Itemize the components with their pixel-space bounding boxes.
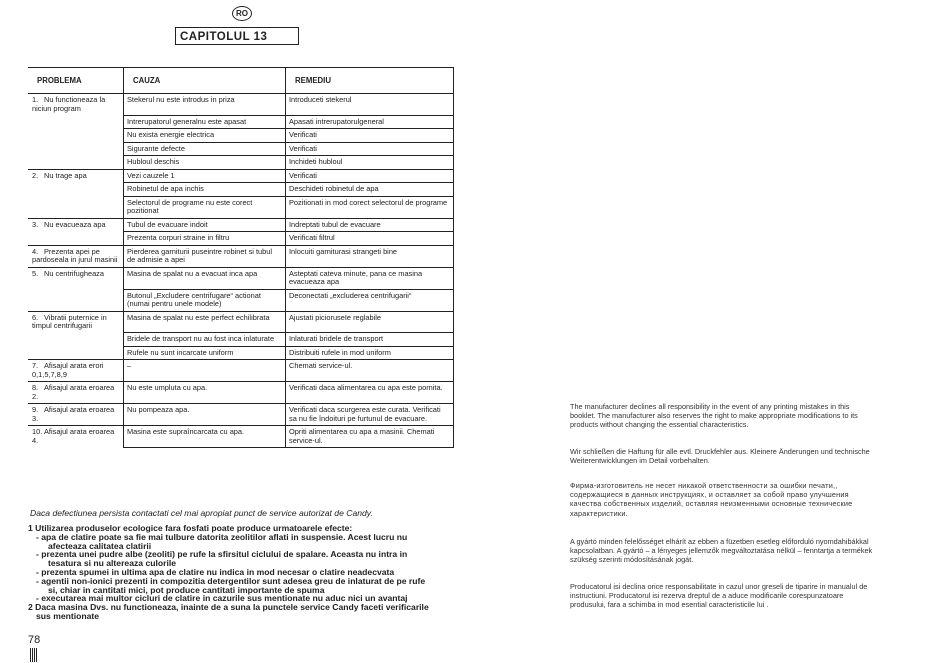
remedy-cell: Verificati daca scurgerea este curata. Verificati sa nu fie îndoituri pe furtunul de evacuare. — [286, 404, 454, 426]
table-row — [28, 196, 454, 218]
problem-cell — [28, 129, 124, 143]
remedy-cell: Asteptati cateva minute, pana ce masina evacueaza apa — [286, 267, 454, 289]
cause-cell: Masina este supraîncarcata cu apa. — [124, 426, 286, 448]
chapter-title: CAPITOLUL 13 — [175, 27, 299, 45]
remedy-cell: Inlocuiti garniturasi strangeti bine — [286, 245, 454, 267]
problem-text: Prezenta apei pe pardoseala in jurul masinii — [32, 246, 118, 264]
problem-number: 2. — [32, 170, 39, 180]
remedy-cell: Verificati — [286, 142, 454, 156]
table-row — [28, 218, 454, 232]
problem-cell — [28, 289, 124, 311]
table-row — [28, 156, 454, 170]
cause-cell: Masina de spalat nu este perfect echilibrata — [124, 311, 286, 333]
problem-number: 6. — [32, 312, 39, 322]
remedy-cell: Apasati intrerupatorulgeneral — [286, 115, 454, 129]
table-row — [28, 311, 454, 333]
note-1-item: tesatura si nu altereaza culorile — [48, 558, 177, 569]
problem-cell — [28, 245, 124, 267]
remedy-cell: Distribuiti rufele in mod uniform — [286, 346, 454, 360]
cause-cell: Hubloul deschis — [124, 156, 286, 170]
table-header-row — [28, 68, 454, 94]
problem-text: Afisajul arata erori 0,1,5,7,8,9 — [32, 361, 104, 379]
remedy-cell: Indreptati tubul de evacuare — [286, 218, 454, 232]
cause-cell: Nu exista energie electrica — [124, 129, 286, 143]
remedy-cell: Verificati — [286, 169, 454, 183]
language-badge: RO — [232, 6, 252, 21]
page-edge-mark — [30, 648, 38, 662]
problem-text: Vibratii puternice in timpul centrifugarii — [32, 312, 107, 330]
table-row — [28, 267, 454, 289]
disclaimer-german: Wir schließen die Haftung für alle evtl. Druckfehler aus. Kleinere Änderungen und technische Weiterentwicklungen im Detail vorbehalten. — [570, 447, 870, 466]
problem-cell — [28, 218, 124, 232]
problem-cell — [28, 311, 124, 333]
problem-text: Nu centrifugheaza — [44, 268, 104, 278]
cause-cell: Selectorul de programe nu este corect pozitionat — [124, 196, 286, 218]
note-2-title: 2 Daca masina Dvs. nu functioneaza, inainte de a suna la punctele service Candy faceti verificarile — [28, 602, 429, 613]
problem-cell — [28, 382, 124, 404]
table-row — [28, 289, 454, 311]
table-row — [28, 333, 454, 347]
cause-cell: Nu este umpluta cu apa. — [124, 382, 286, 404]
problem-cell — [28, 426, 124, 448]
cause-cell: Stekerul nu este introdus in priza — [124, 94, 286, 116]
cause-cell: Tubul de evacuare indoit — [124, 218, 286, 232]
problem-number: 7. — [32, 361, 39, 370]
disclaimer-hungarian: A gyártó minden felelősséget elhárít az ebben a füzetben esetleg előforduló nyomdahibákkal kapcsolatban. A gyártó – a lényeges jellemzők megváltoztatása nélkül – fenntartja a termékek szükség szerinti módosításának jogát. — [570, 537, 873, 565]
remedy-cell: Verificati — [286, 129, 454, 143]
column-header-cause: CAUZA — [124, 68, 286, 94]
problem-number: 3. — [32, 219, 39, 229]
remedy-cell: Verificati filtrul — [286, 232, 454, 246]
cause-cell: – — [124, 360, 286, 382]
remedy-cell: Verificati daca alimentarea cu apa este pornita. — [286, 382, 454, 404]
note-2-continuation: sus mentionate — [36, 610, 100, 621]
cause-cell: Vezi cauzele 1 — [124, 169, 286, 183]
remedy-cell: Chemati service-ul. — [286, 360, 454, 382]
table-row — [28, 404, 454, 426]
note-1-item: - agentii non-ionici prezenti in compozitia detergentilor sunt adesea greu de inlaturat de pe rufe — [36, 575, 426, 586]
note-1-item: afecteaza calitatea clatirii — [48, 540, 152, 551]
table-row — [28, 94, 454, 116]
problem-cell — [28, 142, 124, 156]
column-header-problem: PROBLEMA — [28, 68, 124, 94]
problem-text: Afisajul arata eroarea 2. — [32, 383, 115, 401]
remedy-cell: Deconectati „excluderea centrifugarii“ — [286, 289, 454, 311]
problem-cell — [28, 346, 124, 360]
problem-text: Nu trage apa — [44, 170, 87, 180]
note-1-item: - apa de clatire poate sa fie mai tulbure datorita zeolitilor aflati in suspensie. Acest lucru nu — [36, 531, 408, 542]
table-row — [28, 169, 454, 183]
table-row — [28, 115, 454, 129]
remedy-cell: Inchideti hubloul — [286, 156, 454, 170]
remedy-cell: Inlaturati bridele de transport — [286, 333, 454, 347]
problem-cell — [28, 333, 124, 347]
problem-cell — [28, 169, 124, 183]
note-1-item: si, chiar in cantitati mici, pot produce cantitati importante de spuma — [48, 584, 325, 595]
table-row — [28, 232, 454, 246]
table-row — [28, 183, 454, 197]
cause-cell: Butonul „Excludere centrifugare“ actionat (numai pentru unele modele) — [124, 289, 286, 311]
remedy-cell: Ajustati picioruseIe reglabile — [286, 311, 454, 333]
problem-cell — [28, 267, 124, 289]
remedy-cell: Introduceti stekerul — [286, 94, 454, 116]
page-number: 78 — [28, 634, 41, 646]
table-row — [28, 142, 454, 156]
table-row — [28, 129, 454, 143]
problem-number: 8. — [32, 383, 39, 392]
remedy-cell: Opriti alimentarea cu apa a masinii. Chemati service-ul. — [286, 426, 454, 448]
contact-note: Daca defectiunea persista contactati cel mai apropiat punct de service autorizat de Candy. — [30, 508, 373, 518]
notes-section — [28, 524, 458, 621]
table-row — [28, 426, 454, 448]
problem-number: 10. — [32, 427, 43, 436]
cause-cell: Masina de spalat nu a evacuat inca apa — [124, 267, 286, 289]
cause-cell: Intrerupatorul generalnu este apasat — [124, 115, 286, 129]
table-row — [28, 245, 454, 267]
problem-cell — [28, 360, 124, 382]
note-1-item: - executarea mai multor cicluri de clatire in cazurile sus mentionate nu aduc nici un avantaj — [36, 593, 408, 604]
note-1-item: - prezenta unei pudre albe (zeoliti) pe rufe la sfirsitul ciclului de spalare. Aceasta nu intra in — [36, 549, 408, 560]
problem-cell — [28, 196, 124, 218]
cause-cell: Robinetul de apa inchis — [124, 183, 286, 197]
problem-number: 9. — [32, 405, 39, 414]
cause-cell: Prezenta corpuri straine in filtru — [124, 232, 286, 246]
problem-number: 5. — [32, 268, 39, 278]
problem-text: Afisajul arata eroarea 4. — [32, 427, 115, 445]
note-1-item: - prezenta spumei in ultima apa de clatire nu indica in mod necesar o clatire neadecvata — [36, 566, 395, 577]
cause-cell: Rufele nu sunt incarcate uniform — [124, 346, 286, 360]
problem-cell — [28, 94, 124, 116]
table-body — [28, 94, 454, 448]
cause-cell: Pierderea garniturii puseintre robinet si tubul de admisie a apei — [124, 245, 286, 267]
remedy-cell: Pozitionati in mod corect selectorul de programe — [286, 196, 454, 218]
disclaimer-romanian: Producatorul isi declina orice responsabilitate in cazul unor greseli de tiparire in manualul de instructiuni. Producatorul isi rezerva dreptul de a aduce modificarile corespunzatoare produsului, fara a schimba in mod esential caracteristicile lui . — [570, 582, 868, 610]
problem-cell — [28, 156, 124, 170]
cause-cell: Bridele de transport nu au fost inca inlaturate — [124, 333, 286, 347]
table-row — [28, 382, 454, 404]
disclaimer-russian: Фирма-изготовитель не несет никакой ответственности за ошибки печати,, содержащиеся в данных инструкциях, и оставляет за собой право улучшения качества собственных изделий, оставляя неизменными основные технические характеристики. — [570, 481, 853, 518]
problem-text: Nu evacueaza apa — [44, 219, 106, 229]
problem-number: 1. — [32, 95, 39, 104]
troubleshooting-table — [28, 67, 454, 448]
table-row — [28, 346, 454, 360]
problem-cell — [28, 115, 124, 129]
problem-cell — [28, 232, 124, 246]
note-1-title: 1 Utilizarea produselor ecologice fara fosfati poate produce urmatoarele efecte: — [28, 523, 353, 533]
remedy-cell: Deschideti robinetul de apa — [286, 183, 454, 197]
problem-text: Nu functioneaza la niciun program — [32, 95, 106, 113]
disclaimer-english: The manufacturer declines all responsibility in the event of any printing mistakes in this booklet. The manufacturer also reserves the right to make appropriate modifications to its products without changing the essential characteristics. — [570, 402, 858, 430]
column-header-remedy: REMEDIU — [286, 68, 454, 94]
problem-text: Afisajul arata eroarea 3. — [32, 405, 115, 423]
cause-cell: Sigurante defecte — [124, 142, 286, 156]
problem-cell — [28, 183, 124, 197]
problem-number: 4. — [32, 246, 39, 256]
cause-cell: Nu pompeaza apa. — [124, 404, 286, 426]
problem-cell — [28, 404, 124, 426]
table-row — [28, 360, 454, 382]
